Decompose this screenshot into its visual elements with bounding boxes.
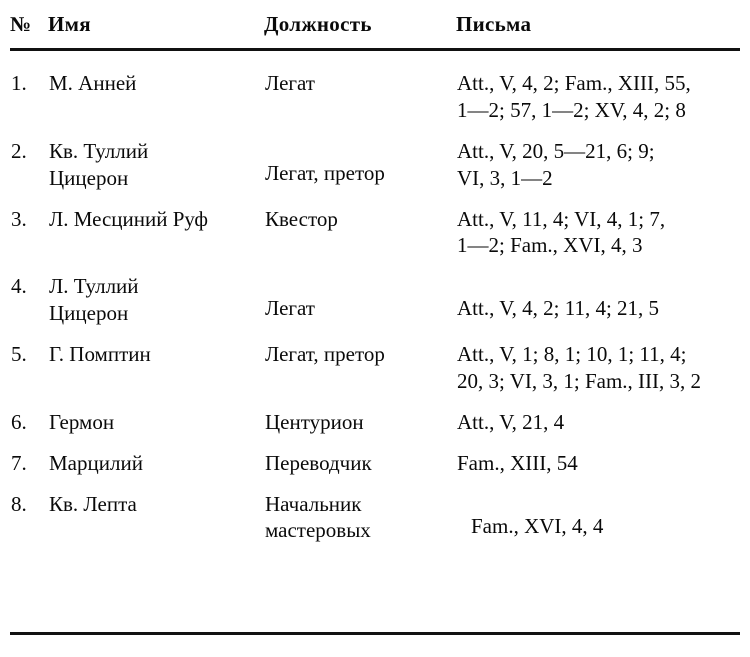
row-number: 2. bbox=[11, 138, 27, 163]
roster-table bbox=[10, 12, 740, 544]
row-name-line2: Цицерон bbox=[49, 301, 129, 326]
row-number: 4. bbox=[11, 274, 27, 299]
row-role bbox=[264, 477, 456, 545]
row-name bbox=[48, 395, 264, 436]
row-letters bbox=[456, 436, 740, 477]
row-letters bbox=[456, 395, 740, 436]
row-role: Легат, претор bbox=[265, 342, 385, 366]
row-role-line2: мастеровых bbox=[265, 518, 371, 543]
row-name bbox=[48, 477, 264, 545]
row-name-line1: М. Анней bbox=[49, 71, 137, 95]
row-role bbox=[264, 259, 456, 327]
row-letters-line1: Att., V, 4, 2; Fam., XIII, 55, bbox=[457, 71, 691, 95]
row-role-text: Легат bbox=[265, 296, 315, 321]
row-letters-line1: Att., V, 21, 4 bbox=[457, 409, 565, 434]
column-header-name: Имя bbox=[48, 12, 264, 50]
row-letters-line1: Att., V, 1; 8, 1; 10, 1; 11, 4; bbox=[457, 342, 687, 366]
table-header bbox=[10, 12, 740, 50]
row-role: Переводчик bbox=[265, 450, 372, 475]
row-role bbox=[264, 124, 456, 192]
row-role-text: Легат, претор bbox=[265, 160, 385, 185]
row-name-line1: Л. Туллий bbox=[49, 274, 139, 299]
table-row bbox=[10, 192, 740, 260]
table-bottom-rule bbox=[10, 632, 740, 635]
row-letters-line1: Fam., XIII, 54 bbox=[457, 450, 578, 475]
row-name-line1: Гермон bbox=[49, 409, 115, 434]
row-number: 6. bbox=[11, 409, 27, 434]
row-name bbox=[48, 436, 264, 477]
column-header-letters: Письма bbox=[456, 12, 740, 50]
row-number: 7. bbox=[11, 450, 27, 475]
row-name-line1: Марцилий bbox=[49, 450, 143, 475]
table-row bbox=[10, 259, 740, 327]
row-letters bbox=[456, 327, 740, 395]
row-letters bbox=[456, 192, 740, 260]
row-letters-line2: VI, 3, 1—2 bbox=[457, 165, 553, 190]
row-letters bbox=[456, 124, 740, 192]
table-header-row bbox=[10, 12, 740, 50]
table-row bbox=[10, 124, 740, 192]
table-row bbox=[10, 477, 740, 545]
row-name bbox=[48, 259, 264, 327]
row-role: Квестор bbox=[265, 206, 338, 231]
column-header-number: № bbox=[10, 12, 48, 50]
row-letters-line2: 1—2; Fam., XVI, 4, 3 bbox=[457, 233, 643, 258]
row-name-line1: Кв. Туллий bbox=[49, 138, 149, 163]
row-name-line2: Цицерон bbox=[49, 165, 129, 190]
row-name bbox=[48, 50, 264, 124]
document-page bbox=[0, 12, 750, 657]
row-letters-line1: Att., V, 20, 5—21, 6; 9; bbox=[457, 138, 655, 163]
row-number: 1. bbox=[11, 71, 27, 95]
table-row bbox=[10, 436, 740, 477]
table-row bbox=[10, 327, 740, 395]
row-name bbox=[48, 124, 264, 192]
row-letters bbox=[456, 259, 740, 327]
table-row bbox=[10, 395, 740, 436]
row-letters-line1: Fam., XVI, 4, 4 bbox=[471, 513, 604, 538]
row-role: Легат bbox=[265, 71, 315, 95]
row-number: 8. bbox=[11, 491, 27, 516]
table-body bbox=[10, 50, 740, 545]
row-letters-line1: Att., V, 11, 4; VI, 4, 1; 7, bbox=[457, 206, 666, 231]
column-header-role: Должность bbox=[264, 12, 456, 50]
row-letters bbox=[456, 477, 740, 545]
row-letters-line2: 20, 3; VI, 3, 1; Fam., III, 3, 2 bbox=[457, 368, 702, 393]
row-name bbox=[48, 192, 264, 260]
row-number: 5. bbox=[11, 342, 27, 366]
row-number: 3. bbox=[11, 206, 27, 231]
row-letters bbox=[456, 50, 740, 124]
row-role: Центурион bbox=[265, 409, 364, 434]
row-letters-line2: 1—2; 57, 1—2; XV, 4, 2; 8 bbox=[457, 97, 686, 122]
row-role-line1: Начальник bbox=[265, 491, 362, 516]
table-row bbox=[10, 50, 740, 124]
row-name bbox=[48, 327, 264, 395]
row-name-line1: Кв. Лепта bbox=[49, 491, 137, 516]
row-name-line1: Л. Месциний Руф bbox=[49, 206, 209, 231]
row-name-line1: Г. Помптин bbox=[49, 342, 151, 366]
row-letters-line1: Att., V, 4, 2; 11, 4; 21, 5 bbox=[457, 296, 660, 321]
